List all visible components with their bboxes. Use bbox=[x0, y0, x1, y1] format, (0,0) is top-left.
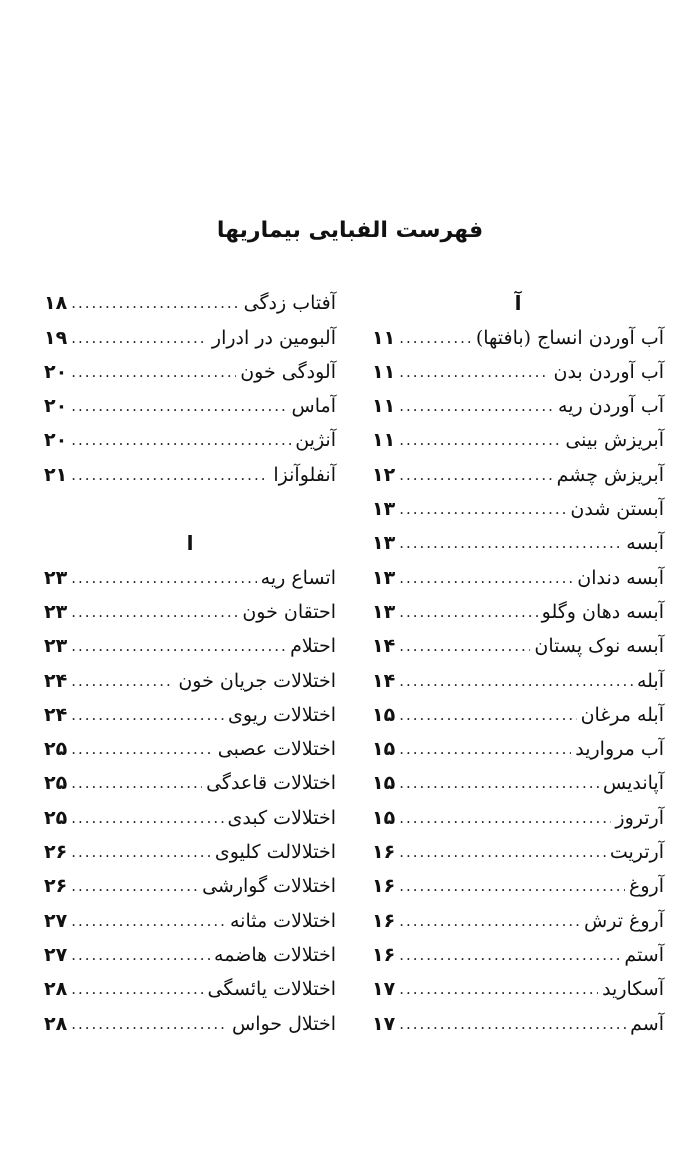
dot-leader bbox=[399, 423, 561, 457]
dot-leader bbox=[71, 595, 238, 629]
entry-page-number: ۱۵ bbox=[372, 806, 396, 829]
dot-leader bbox=[71, 938, 210, 972]
index-entry bbox=[44, 1006, 336, 1040]
index-entry bbox=[372, 663, 664, 697]
index-entry bbox=[372, 766, 664, 800]
index-entry bbox=[44, 766, 336, 800]
left-entries-bottom-list bbox=[44, 560, 336, 1040]
index-entry bbox=[372, 320, 664, 354]
entry-page-number: ۱۶ bbox=[372, 909, 396, 932]
dot-leader bbox=[71, 458, 269, 492]
entry-term: آستم bbox=[624, 943, 664, 966]
entry-term: آبسه نوک پستان bbox=[534, 635, 664, 658]
dot-leader bbox=[71, 904, 226, 938]
dot-leader bbox=[399, 732, 571, 766]
entry-term: آسکارید bbox=[602, 978, 664, 1001]
entry-term: آلودگی خون bbox=[240, 360, 336, 383]
entry-term: آفتاب زدگی bbox=[243, 292, 336, 315]
index-entry bbox=[44, 835, 336, 869]
dot-leader bbox=[399, 972, 598, 1006]
dot-leader bbox=[71, 1007, 228, 1041]
entry-term: آب مروارید bbox=[575, 738, 664, 761]
entry-term: اختلالات مثانه bbox=[229, 909, 336, 932]
section-letter-alef-madda: آ bbox=[514, 291, 522, 315]
entry-page-number: ۱۱ bbox=[372, 326, 396, 349]
entry-term: آپاندیس bbox=[602, 772, 664, 795]
entry-page-number: ۱۷ bbox=[372, 978, 396, 1001]
entry-page-number: ۲۰ bbox=[44, 360, 68, 383]
entry-term: اختلالات هاضمه bbox=[214, 943, 336, 966]
dot-leader bbox=[71, 389, 287, 423]
entry-page-number: ۱۳ bbox=[372, 498, 396, 521]
entry-term: آبریزش بینی bbox=[565, 429, 664, 452]
section-letter-alef: ا bbox=[186, 531, 194, 556]
dot-leader bbox=[399, 389, 554, 423]
index-entry bbox=[372, 526, 664, 560]
index-entry bbox=[372, 389, 664, 423]
index-entry bbox=[372, 457, 664, 491]
entry-page-number: ۲۳ bbox=[44, 566, 68, 589]
index-entry bbox=[372, 835, 664, 869]
index-entry bbox=[44, 355, 336, 389]
entry-term: احتلام bbox=[290, 635, 336, 658]
entry-page-number: ۱۶ bbox=[372, 841, 396, 864]
entry-page-number: ۱۵ bbox=[372, 703, 396, 726]
dot-leader bbox=[71, 321, 208, 355]
entry-page-number: ۲۳ bbox=[44, 600, 68, 623]
entry-page-number: ۲۵ bbox=[44, 738, 68, 761]
entry-page-number: ۱۳ bbox=[372, 600, 396, 623]
index-entry bbox=[372, 732, 664, 766]
entry-term: اختلالات گوارشی bbox=[202, 875, 336, 898]
index-entry bbox=[372, 698, 664, 732]
entry-page-number: ۱۶ bbox=[372, 875, 396, 898]
dot-leader bbox=[71, 972, 203, 1006]
entry-page-number: ۲۶ bbox=[44, 841, 68, 864]
entry-term: اتساع ریه bbox=[260, 566, 336, 589]
index-entry bbox=[372, 1006, 664, 1040]
dot-leader bbox=[71, 766, 202, 800]
entry-term: آب آوردن انساج (بافتها) bbox=[475, 326, 664, 349]
entry-term: اختلالات جریان خون bbox=[178, 669, 336, 692]
page-title: فهرست الفبایی بیماریها bbox=[216, 218, 484, 243]
dot-leader bbox=[399, 835, 606, 869]
entry-term: اختلالات یائسگی bbox=[207, 978, 336, 1001]
dot-leader bbox=[71, 561, 256, 595]
dot-leader bbox=[399, 698, 576, 732]
index-entry bbox=[44, 972, 336, 1006]
right-entries-list bbox=[372, 320, 664, 1040]
entry-term: اختلالات کبدی bbox=[227, 806, 336, 829]
entry-page-number: ۱۲ bbox=[372, 463, 396, 486]
entry-page-number: ۱۳ bbox=[372, 532, 396, 555]
index-entry bbox=[44, 732, 336, 766]
index-entry bbox=[372, 869, 664, 903]
entry-term: آبستن شدن bbox=[570, 498, 664, 521]
entry-page-number: ۱۴ bbox=[372, 635, 396, 658]
entry-term: آنفلوآنزا bbox=[273, 463, 336, 486]
index-entry bbox=[372, 423, 664, 457]
dot-leader bbox=[71, 423, 291, 457]
entry-term: اختلالات عصبی bbox=[217, 738, 336, 761]
dot-leader bbox=[71, 801, 223, 835]
index-entry bbox=[44, 560, 336, 594]
entry-page-number: ۲۶ bbox=[44, 875, 68, 898]
entry-term: آرتریت bbox=[609, 841, 664, 864]
entry-page-number: ۲۵ bbox=[44, 806, 68, 829]
entry-page-number: ۲۸ bbox=[44, 1012, 68, 1035]
dot-leader bbox=[399, 458, 552, 492]
index-entry bbox=[372, 492, 664, 526]
index-entry bbox=[372, 560, 664, 594]
index-entry bbox=[44, 320, 336, 354]
entry-page-number: ۲۸ bbox=[44, 978, 68, 1001]
entry-term: آبله bbox=[636, 669, 664, 692]
entry-term: آبریزش چشم bbox=[556, 463, 664, 486]
entry-page-number: ۱۵ bbox=[372, 738, 396, 761]
dot-leader bbox=[399, 526, 622, 560]
index-entry bbox=[44, 595, 336, 629]
left-column bbox=[44, 286, 336, 1041]
entry-page-number: ۲۷ bbox=[44, 943, 68, 966]
entry-page-number: ۱۸ bbox=[44, 292, 68, 315]
dot-leader bbox=[71, 664, 174, 698]
entry-term: آروغ bbox=[629, 875, 664, 898]
index-entry bbox=[44, 389, 336, 423]
entry-page-number: ۱۱ bbox=[372, 429, 396, 452]
index-entry bbox=[44, 800, 336, 834]
dot-leader bbox=[399, 595, 537, 629]
dot-leader bbox=[71, 629, 286, 663]
dot-leader bbox=[399, 766, 599, 800]
entry-page-number: ۲۴ bbox=[44, 703, 68, 726]
right-column bbox=[372, 286, 664, 1041]
entry-term: آب آوردن ریه bbox=[558, 395, 664, 418]
dot-leader bbox=[399, 1007, 626, 1041]
dot-leader bbox=[71, 698, 224, 732]
entry-term: آرتروز bbox=[615, 806, 664, 829]
index-entry bbox=[44, 629, 336, 663]
index-entry bbox=[372, 938, 664, 972]
entry-term: اختلالات قاعدگی bbox=[206, 772, 336, 795]
index-entry bbox=[372, 972, 664, 1006]
index-entry bbox=[44, 903, 336, 937]
entry-page-number: ۱۱ bbox=[372, 395, 396, 418]
entry-page-number: ۱۷ bbox=[372, 1012, 396, 1035]
entry-term: احتقان خون bbox=[242, 600, 336, 623]
dot-leader bbox=[399, 904, 580, 938]
entry-term: آبله مرغان bbox=[580, 703, 664, 726]
entry-term: آسم bbox=[630, 1012, 664, 1035]
entry-page-number: ۲۰ bbox=[44, 395, 68, 418]
entry-page-number: ۱۱ bbox=[372, 360, 396, 383]
entry-term: آب آوردن بدن bbox=[553, 360, 664, 383]
entry-term: آلبومین در ادرار bbox=[211, 326, 336, 349]
entry-page-number: ۲۴ bbox=[44, 669, 68, 692]
dot-leader bbox=[399, 492, 566, 526]
index-entry bbox=[372, 903, 664, 937]
entry-page-number: ۱۹ bbox=[44, 326, 68, 349]
entry-term: آروغ ترش bbox=[584, 909, 664, 932]
entry-term: آبسه دندان bbox=[577, 566, 664, 589]
entry-term: آبسه bbox=[626, 532, 664, 555]
index-entry bbox=[44, 286, 336, 320]
entry-page-number: ۱۴ bbox=[372, 669, 396, 692]
entry-page-number: ۲۰ bbox=[44, 429, 68, 452]
dot-leader bbox=[399, 869, 625, 903]
index-entry bbox=[44, 663, 336, 697]
left-entries-top-list bbox=[44, 286, 336, 492]
index-entry bbox=[372, 355, 664, 389]
dot-leader bbox=[399, 629, 530, 663]
entry-page-number: ۲۵ bbox=[44, 772, 68, 795]
entry-page-number: ۲۷ bbox=[44, 909, 68, 932]
dot-leader bbox=[71, 835, 211, 869]
entry-term: آماس bbox=[291, 395, 336, 418]
index-entry bbox=[372, 800, 664, 834]
dot-leader bbox=[399, 355, 549, 389]
entry-page-number: ۱۶ bbox=[372, 943, 396, 966]
index-entry bbox=[372, 629, 664, 663]
dot-leader bbox=[399, 801, 611, 835]
dot-leader bbox=[399, 938, 620, 972]
index-entry bbox=[44, 938, 336, 972]
dot-leader bbox=[71, 869, 198, 903]
dot-leader bbox=[71, 732, 214, 766]
dot-leader bbox=[71, 286, 239, 320]
entry-page-number: ۱۳ bbox=[372, 566, 396, 589]
index-entry bbox=[372, 595, 664, 629]
entry-term: اختلالالت کلیوی bbox=[214, 841, 336, 864]
dot-leader bbox=[399, 561, 573, 595]
entry-page-number: ۲۱ bbox=[44, 463, 68, 486]
entry-term: اختلالات ریوی bbox=[227, 703, 336, 726]
entry-term: آبسه دهان وگلو bbox=[541, 600, 664, 623]
entry-term: آنژین bbox=[295, 429, 336, 452]
index-entry bbox=[44, 869, 336, 903]
section-gap bbox=[44, 492, 336, 526]
index-entry bbox=[44, 423, 336, 457]
dot-leader bbox=[71, 355, 236, 389]
entry-page-number: ۱۵ bbox=[372, 772, 396, 795]
index-entry bbox=[44, 698, 336, 732]
dot-leader bbox=[399, 664, 633, 698]
entry-term: اختلال حواس bbox=[232, 1012, 336, 1035]
index-entry bbox=[44, 457, 336, 491]
dot-leader bbox=[399, 321, 472, 355]
entry-page-number: ۲۳ bbox=[44, 635, 68, 658]
